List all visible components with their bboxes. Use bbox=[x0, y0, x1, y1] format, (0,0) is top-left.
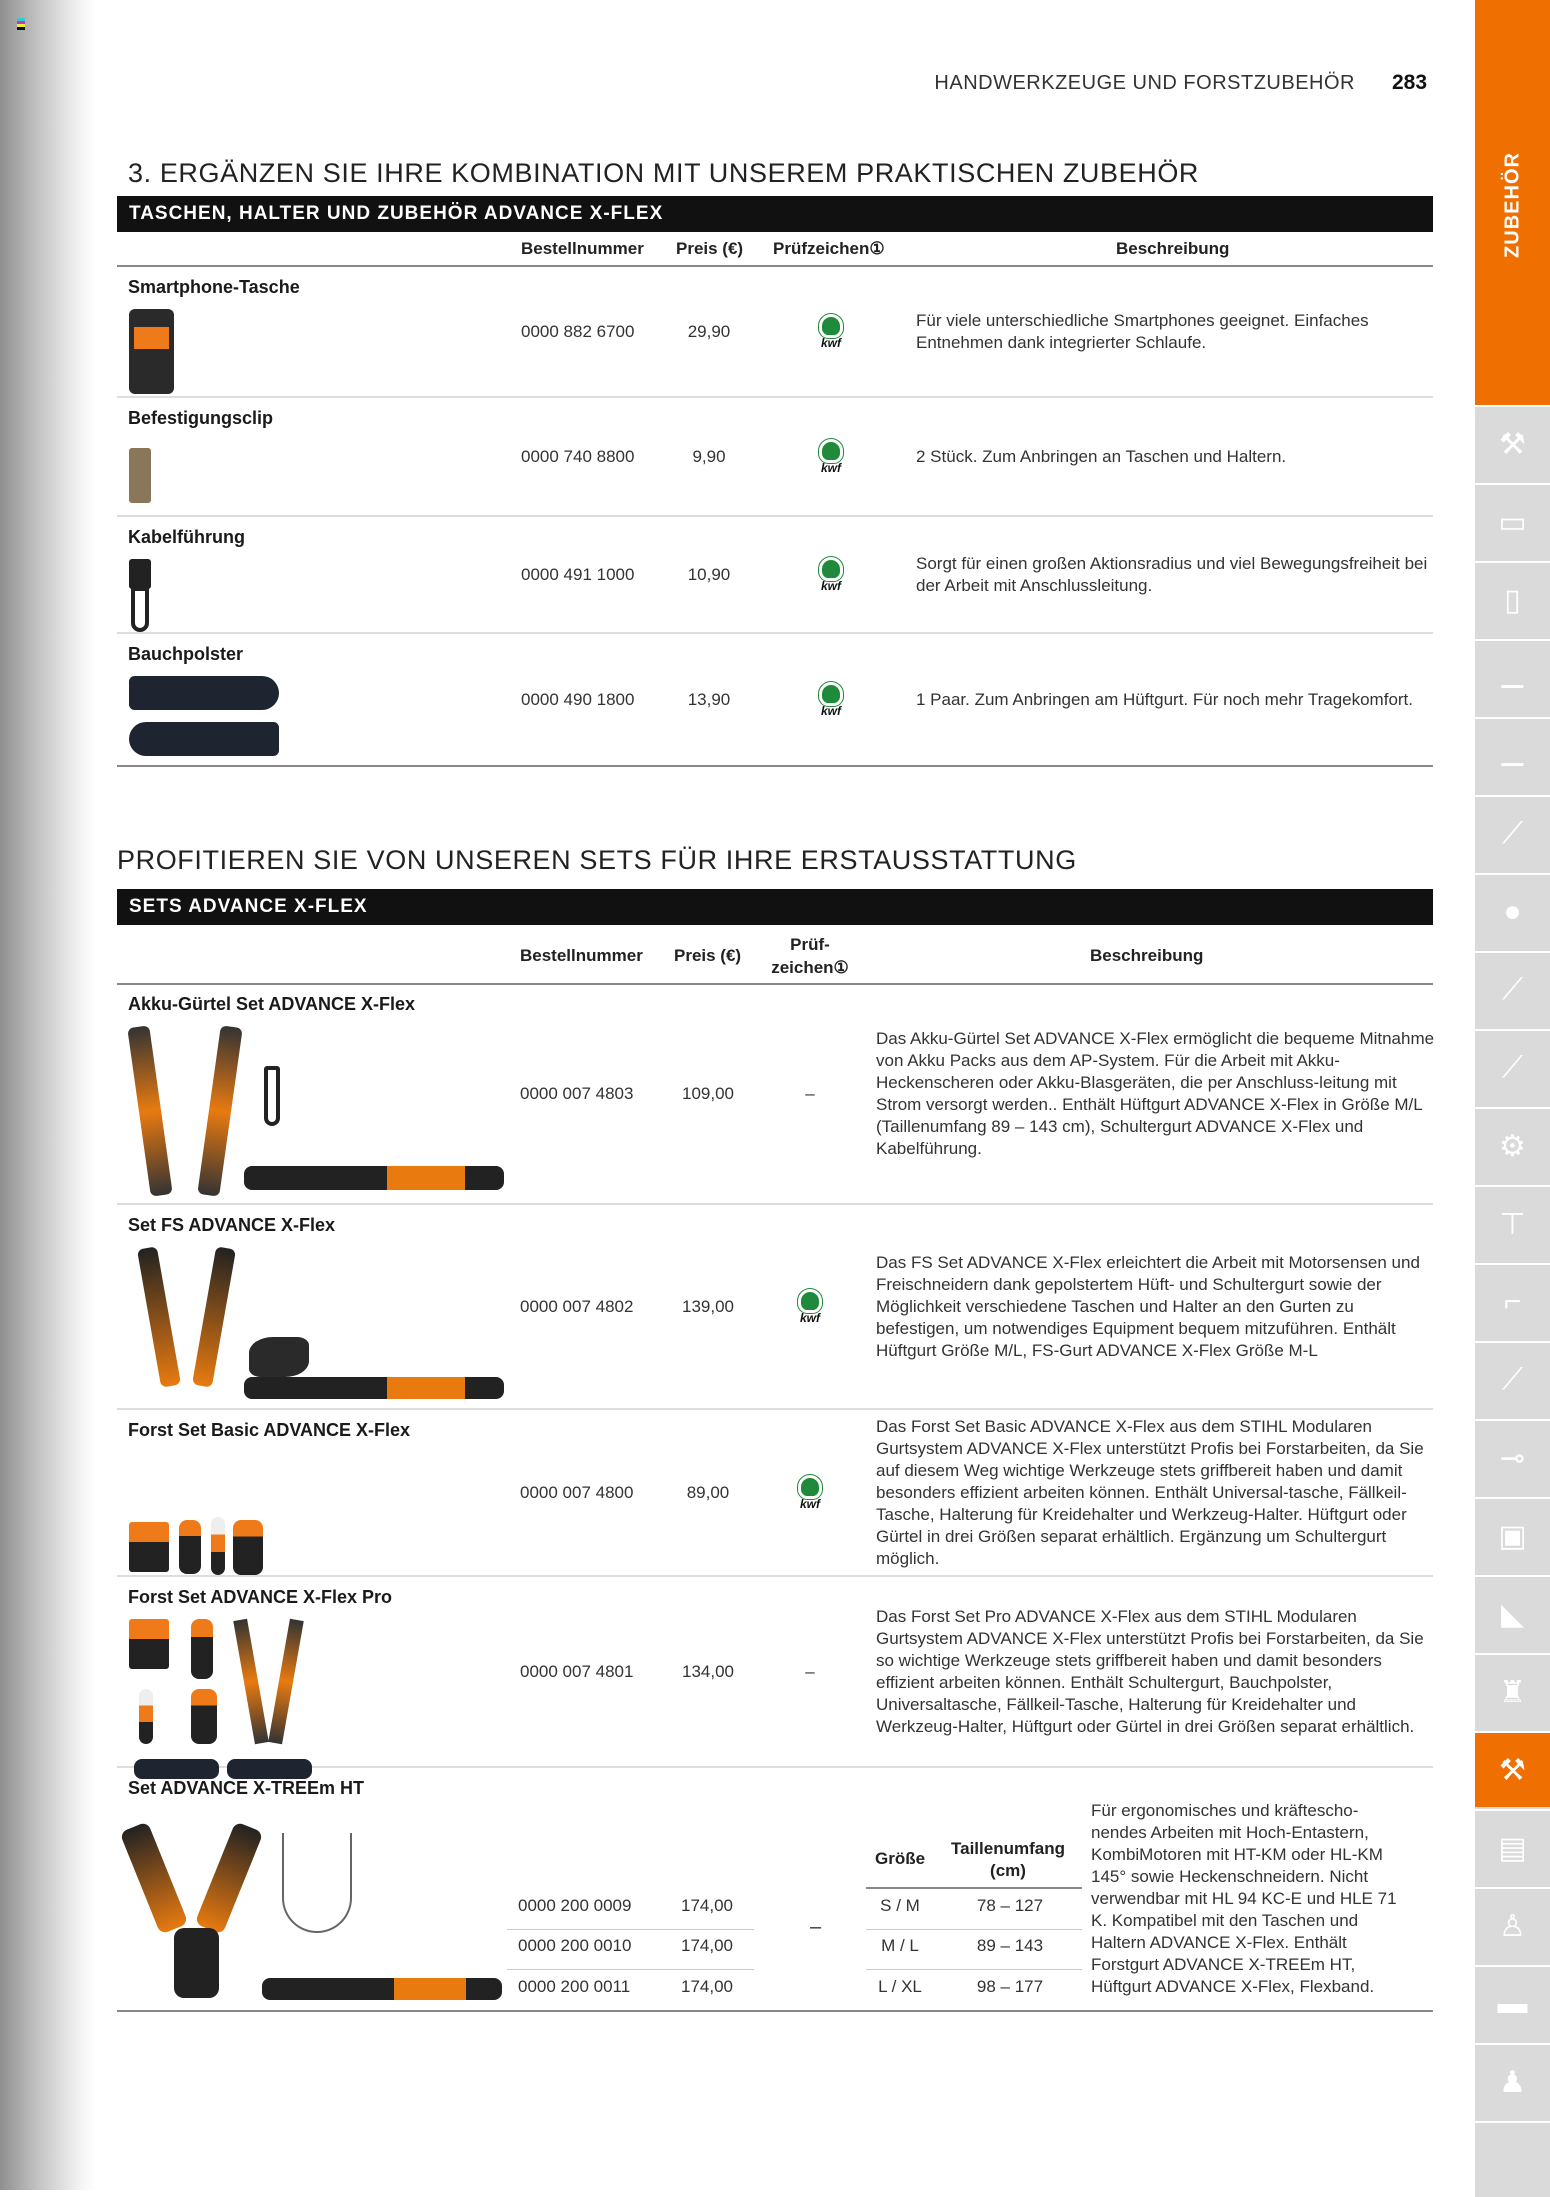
sidebar-tab-kit[interactable] bbox=[1475, 1497, 1550, 1573]
product-image-hip-belt bbox=[262, 1978, 502, 2000]
kwf-logo-shape bbox=[819, 557, 843, 581]
sidebar-tab-pole-saw[interactable] bbox=[1475, 717, 1550, 793]
sidebar-tab-tshirt[interactable] bbox=[1475, 2043, 1550, 2119]
sidebar-tab-chainsaw[interactable] bbox=[1475, 639, 1550, 715]
sidebar-tab-storage-box[interactable] bbox=[1475, 1809, 1550, 1885]
price: 29,90 bbox=[687, 321, 731, 341]
product-image-part bbox=[129, 448, 151, 503]
tablet-icon: ▯ bbox=[1504, 583, 1521, 617]
earth-auger-icon: ⊤ bbox=[1499, 1207, 1526, 1241]
table-row bbox=[117, 984, 1433, 1205]
print-registration-marks bbox=[17, 18, 25, 30]
section-title-accessories: 3. ERGÄNZEN SIE IHRE KOMBINATION MIT UNSEREM PRAKTISCHEN ZUBEHÖR bbox=[128, 158, 1200, 188]
cut-off-saw-icon: ⌐ bbox=[1503, 1285, 1522, 1318]
sidebar-section-label: ZUBEHÖR bbox=[1501, 152, 1523, 258]
product-image-part bbox=[249, 1337, 309, 1377]
variant-size: S / M bbox=[880, 1896, 920, 1915]
spray-bottle-icon: ♙ bbox=[1499, 1909, 1526, 1943]
pole-saw-icon: ⚊ bbox=[1499, 739, 1526, 773]
product-image-part bbox=[129, 676, 279, 710]
product-description: Das Forst Set Pro ADVANCE X-Flex aus dem STIHL Modularen Gurtsystem ADVANCE X-Flex unterstützt Profis bei Forstarbeiten, da Sie so wichtige Werkzeuge stets griffbereit haben und damit besonders effizient arbeiten können. Enthält Schultergurt, Bauchpolster, Universaltasche, Fällkeil-Tasche, Halterung für Kreidehalter und Werkzeug-Halter, Hüftgurt oder Gürtel in drei Größen separat erhältlich. bbox=[876, 1606, 1424, 1736]
product-image-part bbox=[191, 1619, 213, 1679]
chainsaw-icon: ⚊ bbox=[1499, 661, 1526, 695]
section-title-sets: PROFITIEREN SIE VON UNSEREN SETS FÜR IHRE ERSTAUSSTATTUNG bbox=[117, 845, 1077, 875]
product-name: Befestigungsclip bbox=[128, 408, 274, 428]
kwf-logo-shape bbox=[798, 1475, 822, 1499]
kwf-certification-icon bbox=[798, 1289, 822, 1325]
page-number: 283 bbox=[1392, 71, 1428, 94]
product-image-part bbox=[197, 1025, 242, 1196]
test-mark bbox=[791, 634, 871, 765]
product-name: Bauchpolster bbox=[128, 644, 244, 664]
test-mark: – bbox=[805, 1083, 815, 1103]
test-mark bbox=[791, 517, 871, 632]
product-image-part bbox=[139, 1689, 153, 1744]
axe-icon: ⚒ bbox=[1499, 1753, 1526, 1787]
price: 9,90 bbox=[692, 446, 726, 466]
order-number: 0000 007 4800 bbox=[520, 1482, 634, 1502]
table-row bbox=[117, 1410, 1433, 1577]
col-header-mark bbox=[770, 933, 850, 979]
sidebar-tab-brushcutter[interactable] bbox=[1475, 795, 1550, 871]
col-header-order: Bestellnummer bbox=[520, 946, 643, 965]
variant-order-number: 0000 200 0011 bbox=[518, 1977, 631, 1996]
kwf-logo-shape bbox=[819, 439, 843, 463]
subtable-header-divider bbox=[866, 1887, 1082, 1889]
sidebar-tab-battery[interactable] bbox=[1475, 483, 1550, 559]
product-name: Forst Set Basic ADVANCE X-Flex bbox=[128, 1420, 411, 1440]
table-row bbox=[117, 1205, 1433, 1410]
table-title-bar: SETS ADVANCE X-FLEX bbox=[117, 889, 1433, 925]
kwf-logo-shape bbox=[819, 314, 843, 338]
tshirt-icon: ♟ bbox=[1499, 2065, 1526, 2099]
kwf-logo-text: kwf bbox=[820, 460, 841, 475]
product-image-part bbox=[244, 1377, 504, 1399]
product-image-part bbox=[137, 1246, 181, 1387]
battery-icon: ▭ bbox=[1498, 505, 1527, 539]
product-name: Smartphone-Tasche bbox=[128, 277, 300, 297]
variant-size: L / XL bbox=[878, 1977, 922, 1996]
product-description: Für ergonomisches und kräftescho-nendes Arbeiten mit Hoch-Entastern, KombiMotoren mit HT-KM oder HL-KM 145° sowie Heckenschneidern. Nicht verwendbar mit HL 94 KC-E und HLE 71 K. Kompatibel mit den Taschen und Haltern ADVANCE X-Flex. Enthält Forstgurt ADVANCE X-TREEm HT, Hüftgurt ADVANCE X-Flex, Flexband. bbox=[1091, 1801, 1397, 1996]
product-name: Set FS ADVANCE X-Flex bbox=[128, 1215, 336, 1235]
product-name: Akku-Gürtel Set ADVANCE X-Flex bbox=[128, 994, 416, 1014]
subheader-waist-line2: (cm) bbox=[990, 1861, 1026, 1880]
tools-icon: ⚒ bbox=[1499, 427, 1526, 461]
kwf-logo-text: kwf bbox=[799, 1310, 820, 1325]
product-description: 1 Paar. Zum Anbringen am Hüftgurt. Für noch mehr Tragekomfort. bbox=[916, 689, 1414, 709]
variant-price: 174,00 bbox=[681, 1977, 733, 1996]
product-description: Für viele unterschiedliche Smartphones geeignet. Einfaches Entnehmen dank integrierter Schlaufe. bbox=[916, 310, 1369, 352]
variant-waist: 98 – 177 bbox=[976, 1977, 1044, 1996]
kwf-certification-icon bbox=[798, 1475, 822, 1511]
price: 139,00 bbox=[682, 1296, 734, 1316]
product-image-part bbox=[192, 1246, 236, 1387]
product-name: Kabelführung bbox=[128, 527, 245, 547]
kwf-logo-shape bbox=[819, 682, 843, 706]
test-mark bbox=[770, 1205, 850, 1408]
page-gutter-shadow bbox=[0, 0, 95, 2190]
table-row bbox=[117, 517, 1433, 634]
product-description: Das FS Set ADVANCE X-Flex erleichtert die Arbeit mit Motorsensen und Freischneidern dank gepolstertem Hüft- und Schultergurt sowie der Möglichkeit verschiedene Taschen und Halter an den Gurten zu befestigen, um notwendiges Equipment bequem mitzuführen. Enthält Hüftgurt Größe M/L, FS-Gurt ADVANCE X-Flex Größe M-L bbox=[876, 1252, 1420, 1360]
sidebar-tab-tools[interactable] bbox=[1475, 405, 1550, 481]
sidebar-tab-jacket[interactable] bbox=[1475, 1653, 1550, 1729]
running-header: HANDWERKZEUGE UND FORSTZUBEHÖR bbox=[934, 72, 1355, 94]
col-header-mark: Prüfzeichen① bbox=[773, 239, 885, 258]
subheader-waist bbox=[949, 1838, 1067, 1882]
table-row-xtreem bbox=[117, 1768, 1433, 2012]
sidebar-tab-vacuum[interactable] bbox=[1475, 1419, 1550, 1495]
sidebar-tab-axe[interactable] bbox=[1475, 1731, 1550, 1807]
sidebar-tab-cut-off-saw[interactable] bbox=[1475, 1263, 1550, 1339]
subheader-size: Größe bbox=[875, 1849, 926, 1868]
product-image-harness bbox=[129, 1818, 269, 1998]
col-header-desc: Beschreibung bbox=[1090, 946, 1204, 965]
shredder-icon: ◣ bbox=[1500, 1597, 1525, 1631]
product-image-part bbox=[127, 1025, 172, 1196]
sidebar-tab-toolbox[interactable] bbox=[1475, 1965, 1550, 2041]
variant-price: 174,00 bbox=[681, 1936, 733, 1955]
col-header-price: Preis (€) bbox=[674, 946, 742, 965]
order-number: 0000 007 4802 bbox=[520, 1296, 634, 1316]
col-header-desc: Beschreibung bbox=[1116, 239, 1230, 258]
lawnmower-icon: ⟋ bbox=[1502, 973, 1523, 1006]
toolbox-icon: ▬ bbox=[1497, 1987, 1528, 2020]
kwf-certification-icon bbox=[819, 314, 843, 350]
price: 13,90 bbox=[687, 689, 731, 709]
product-image-part bbox=[244, 1166, 504, 1190]
price: 134,00 bbox=[682, 1661, 734, 1681]
jacket-icon: ♜ bbox=[1499, 1675, 1526, 1709]
col-header-price: Preis (€) bbox=[676, 239, 744, 258]
product-description: Sorgt für einen großen Aktionsradius und viel Bewegungsfreiheit bei der Arbeit mit Anschlussleitung. bbox=[916, 553, 1428, 595]
brushcutter-icon: ⟋ bbox=[1502, 817, 1523, 850]
tiller-icon: ⚙ bbox=[1499, 1129, 1526, 1163]
sidebar-tab-tablet[interactable] bbox=[1475, 561, 1550, 637]
variant-waist: 78 – 127 bbox=[976, 1896, 1044, 1915]
order-number: 0000 491 1000 bbox=[521, 564, 635, 584]
sidebar-tab-shredder[interactable] bbox=[1475, 1575, 1550, 1651]
kwf-logo-text: kwf bbox=[820, 578, 841, 593]
price: 10,90 bbox=[687, 564, 731, 584]
kwf-logo-text: kwf bbox=[820, 703, 841, 718]
product-image-part bbox=[233, 1520, 263, 1575]
price: 89,00 bbox=[686, 1482, 730, 1502]
pole-pruner-icon: ⟋ bbox=[1502, 1363, 1523, 1396]
test-mark bbox=[791, 398, 871, 515]
variant-size: M / L bbox=[881, 1936, 919, 1955]
col-header-mark-line1: Prüf- bbox=[790, 935, 830, 954]
product-description: 2 Stück. Zum Anbringen an Taschen und Haltern. bbox=[916, 446, 1287, 466]
variant-divider bbox=[866, 1969, 1082, 1970]
product-name: Forst Set ADVANCE X-Flex Pro bbox=[128, 1587, 393, 1607]
sidebar-tab-trimmer[interactable] bbox=[1475, 1029, 1550, 1105]
product-image-part bbox=[129, 1619, 169, 1669]
variant-divider bbox=[507, 1929, 754, 1930]
order-number: 0000 007 4803 bbox=[520, 1083, 634, 1103]
order-number: 0000 490 1800 bbox=[521, 689, 635, 709]
product-image-part bbox=[129, 1522, 169, 1572]
sidebar-tab-lawnmower[interactable] bbox=[1475, 951, 1550, 1027]
product-image-part bbox=[134, 327, 169, 349]
vacuum-icon: ⊸ bbox=[1499, 1441, 1526, 1475]
test-mark bbox=[791, 267, 871, 396]
product-image-part bbox=[131, 587, 149, 632]
product-image-part bbox=[129, 309, 174, 394]
variant-waist: 89 – 143 bbox=[976, 1936, 1044, 1955]
table-row bbox=[117, 1577, 1433, 1768]
table-row bbox=[117, 267, 1433, 398]
product-image-part bbox=[129, 722, 279, 756]
storage-box-icon: ▤ bbox=[1498, 1831, 1527, 1865]
test-mark bbox=[770, 1410, 850, 1575]
kwf-certification-icon bbox=[819, 682, 843, 718]
sidebar-tab-blower[interactable] bbox=[1475, 873, 1550, 949]
product-image-part bbox=[264, 1066, 280, 1126]
kwf-certification-icon bbox=[819, 557, 843, 593]
product-image-part bbox=[233, 1619, 268, 1745]
variant-divider bbox=[866, 1929, 1082, 1930]
kwf-logo-text: kwf bbox=[799, 1496, 820, 1511]
variant-order-number: 0000 200 0010 bbox=[518, 1936, 632, 1955]
kwf-certification-icon bbox=[819, 439, 843, 475]
kwf-logo-text: kwf bbox=[820, 335, 841, 350]
subheader-waist-line1: Taillenumfang bbox=[951, 1839, 1065, 1858]
order-number: 0000 882 6700 bbox=[521, 321, 635, 341]
col-header-order: Bestellnummer bbox=[521, 239, 644, 258]
table-row bbox=[117, 398, 1433, 517]
sidebar-tab-spray-bottle[interactable] bbox=[1475, 1887, 1550, 1963]
blower-icon: ● bbox=[1503, 895, 1522, 928]
kit-icon: ▣ bbox=[1498, 1519, 1527, 1553]
order-number: 0000 740 8800 bbox=[521, 446, 635, 466]
mark-dash: – bbox=[810, 1916, 822, 1938]
price: 109,00 bbox=[682, 1083, 734, 1103]
product-image-part bbox=[179, 1520, 201, 1574]
sidebar-tab-pole-pruner[interactable] bbox=[1475, 1341, 1550, 1417]
trimmer-icon: ⟋ bbox=[1502, 1051, 1523, 1084]
table-row bbox=[117, 634, 1433, 767]
col-header-mark-line2: zeichen① bbox=[771, 958, 849, 977]
sidebar-tab-earth-auger[interactable] bbox=[1475, 1185, 1550, 1261]
sidebar-tab-empty-tab[interactable] bbox=[1475, 2121, 1550, 2197]
variant-divider bbox=[507, 1969, 754, 1970]
product-image-part bbox=[129, 559, 151, 589]
product-image-part bbox=[268, 1619, 303, 1745]
product-image-flexband bbox=[282, 1833, 352, 1933]
product-description: Das Akku-Gürtel Set ADVANCE X-Flex ermöglicht die bequeme Mitnahme von Akku Packs aus dem AP-System. Für die Arbeit mit Akku-Heckenscheren oder Akku-Blasgeräten, die per Anschluss-leitung mit Strom versorgt werden.. Enthält Hüftgurt ADVANCE X-Flex in Größe M/L (Taillenumfang 89 – 143 cm), Schultergurt ADVANCE X-Flex und Kabelführung. bbox=[876, 1028, 1435, 1158]
table-title-bar: TASCHEN, HALTER UND ZUBEHÖR ADVANCE X-FLEX bbox=[117, 196, 1433, 232]
product-image-part bbox=[211, 1517, 225, 1575]
product-name: Set ADVANCE X-TREEm HT bbox=[128, 1778, 365, 1798]
kwf-logo-shape bbox=[798, 1289, 822, 1313]
test-mark: – bbox=[805, 1661, 815, 1681]
chapter-sidebar bbox=[1475, 0, 1550, 2190]
sidebar-section-zubehoer[interactable] bbox=[1475, 0, 1550, 405]
product-description: Das Forst Set Basic ADVANCE X-Flex aus dem STIHL Modularen Gurtsystem ADVANCE X-Flex unterstützt Profis bei Forstarbeiten, da Sie auf diesem Weg wichtige Werkzeuge stets griffbereit haben und damit besonders effizient arbeiten können. Enthält Universal-tasche, Fällkeil-Tasche, Halterung für Kreidehalter und Werkzeug-Halter. Hüftgurt oder Gürtel in drei Größen separat erhältlich. Ergänzung um Schultergurt möglich. bbox=[876, 1416, 1424, 1568]
sidebar-tab-tiller[interactable] bbox=[1475, 1107, 1550, 1183]
variant-price: 174,00 bbox=[681, 1896, 733, 1915]
variant-order-number: 0000 200 0009 bbox=[518, 1896, 632, 1915]
order-number: 0000 007 4801 bbox=[520, 1661, 634, 1681]
product-image-part bbox=[191, 1689, 217, 1744]
